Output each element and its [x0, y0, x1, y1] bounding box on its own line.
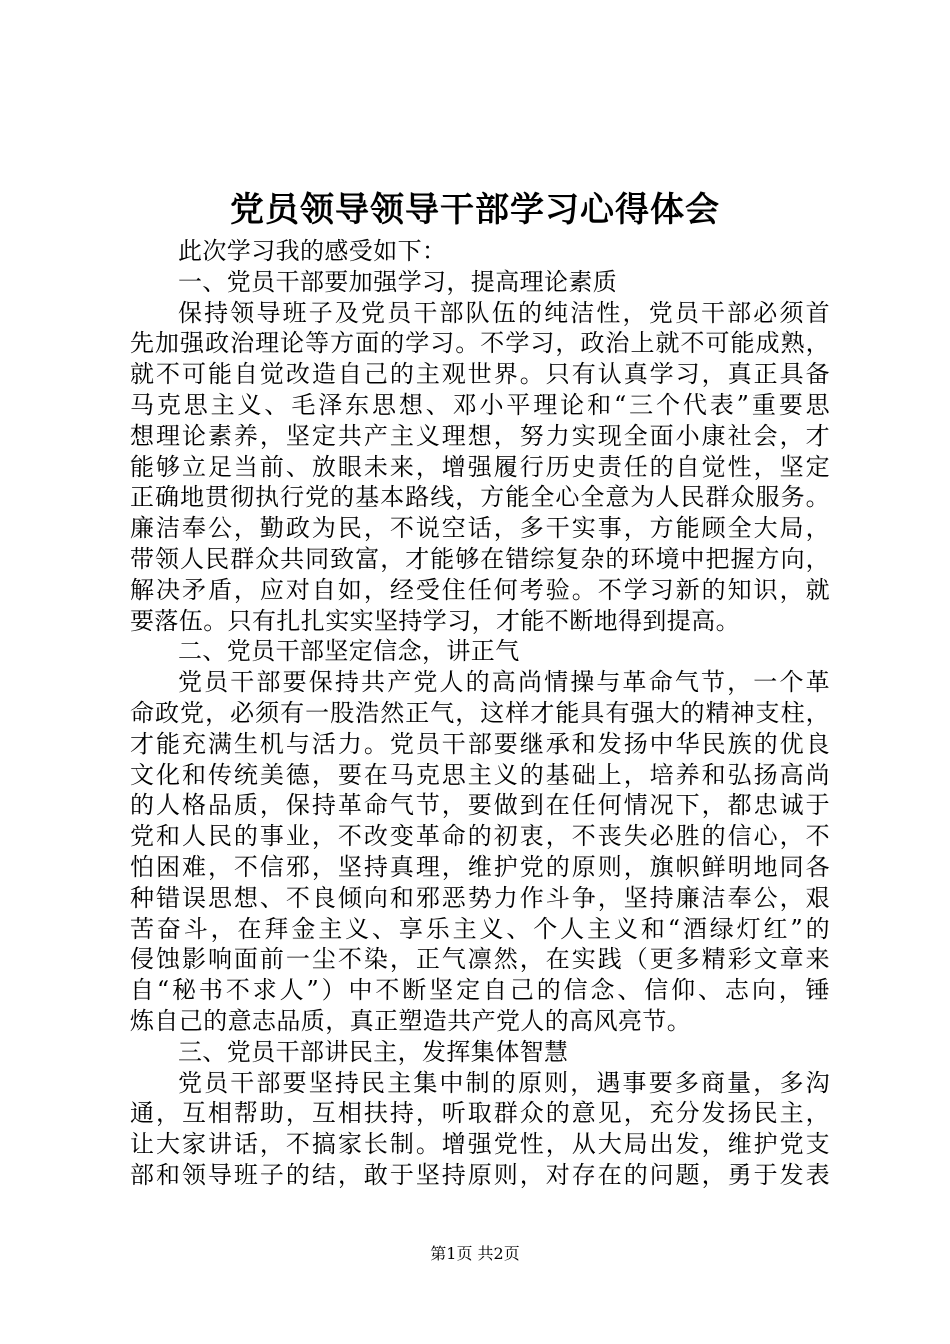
text-line: 三、党员干部讲民主，发挥集体智慧	[178, 1037, 569, 1066]
text-line: 带领人民群众共同致富，才能够在错综复杂的环境中把握方向，	[130, 544, 830, 573]
page-footer: 第1页 共2页	[430, 1244, 520, 1263]
text-line: 想理论素养，坚定共产主义理想，努力实现全面小康社会，才	[130, 421, 830, 450]
text-line: 要落伍。只有扎扎实实坚持学习，才能不断地得到提高。	[130, 606, 740, 635]
text-line: 保持领导班子及党员干部队伍的纯洁性，党员干部必须首	[178, 298, 830, 327]
text-line: 让大家讲话，不搞家长制。增强党性，从大局出发，维护党支	[130, 1130, 830, 1159]
text-line: 种错误思想、不良倾向和邪恶势力作斗争，坚持廉洁奉公，艰	[130, 883, 830, 912]
text-line: 通，互相帮助，互相扶持，听取群众的意见，充分发扬民主，	[130, 1099, 830, 1128]
text-line: 自“秘书不求人”）中不断坚定自己的信念、信仰、志向，锤	[130, 976, 830, 1005]
text-line: 就不可能自觉改造自己的主观世界。只有认真学习，真正具备	[130, 360, 830, 389]
text-line: 侵蚀影响面前一尘不染，正气凛然，在实践（更多精彩文章来	[130, 945, 830, 974]
text-line: 苦奋斗，在拜金主义、享乐主义、个人主义和“酒绿灯红”的	[130, 914, 830, 943]
text-line: 二、党员干部坚定信念，讲正气	[178, 637, 520, 666]
text-line: 部和领导班子的结，敢于坚持原则，对存在的问题，勇于发表	[130, 1160, 830, 1189]
text-line: 正确地贯彻执行党的基本路线，方能全心全意为人民群众服务。	[130, 483, 830, 512]
text-line: 文化和传统美德，要在马克思主义的基础上，培养和弘扬高尚	[130, 760, 830, 789]
text-line: 能够立足当前、放眼未来，增强履行历史责任的自觉性，坚定	[130, 452, 830, 481]
text-line: 党员干部要坚持民主集中制的原则，遇事要多商量，多沟	[178, 1068, 830, 1097]
text-line: 党员干部要保持共产党人的高尚情操与革命气节，一个革	[178, 668, 830, 697]
text-line: 马克思主义、毛泽东思想、邓小平理论和“三个代表”重要思	[130, 390, 830, 419]
text-line: 才能充满生机与活力。党员干部要继承和发扬中华民族的优良	[130, 729, 830, 758]
text-line: 此次学习我的感受如下：	[178, 237, 447, 265]
text-line: 一、党员干部要加强学习，提高理论素质	[178, 267, 618, 296]
text-line: 解决矛盾，应对自如，经受住任何考验。不学习新的知识，就	[130, 575, 830, 604]
text-line: 命政党，必须有一股浩然正气，这样才能具有强大的精神支柱，	[130, 698, 830, 727]
text-line: 廉洁奉公，勤政为民，不说空话，多干实事，方能顾全大局，	[130, 514, 830, 543]
text-line: 党和人民的事业，不改变革命的初衷，不丧失必胜的信心，不	[130, 822, 830, 851]
text-line: 先加强政治理论等方面的学习。不学习，政治上就不可能成熟，	[130, 329, 830, 358]
text-line: 怕困难，不信邪，坚持真理，维护党的原则，旗帜鲜明地同各	[130, 852, 830, 881]
document-body	[130, 236, 830, 1191]
document-title: 党员领导领导干部学习心得体会	[230, 190, 720, 230]
text-line: 的人格品质，保持革命气节，要做到在任何情况下，都忠诚于	[130, 791, 830, 820]
text-line: 炼自己的意志品质，真正塑造共产党人的高风亮节。	[130, 1006, 692, 1035]
